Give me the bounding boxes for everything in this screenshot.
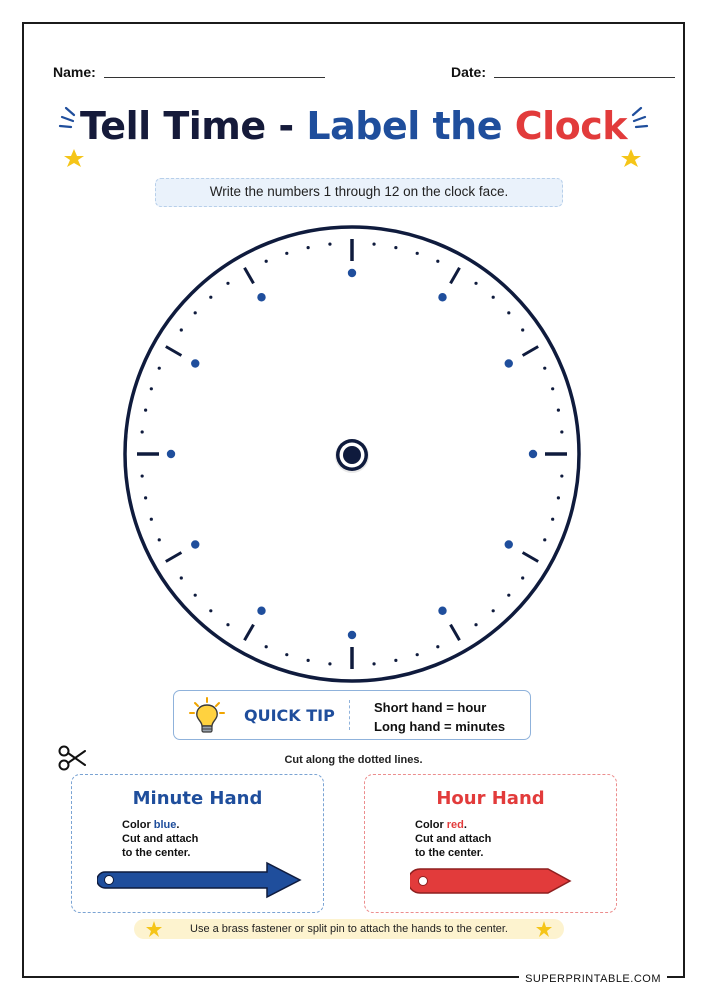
minute-tick [328, 243, 331, 246]
minute-tick [141, 430, 144, 433]
minute-tick [265, 645, 268, 648]
hour-tick [451, 268, 460, 284]
minute-tick [141, 474, 144, 477]
minute-tick [372, 662, 375, 665]
hour-tick [166, 347, 182, 356]
minute-tick [307, 659, 310, 662]
minute-tick [551, 387, 554, 390]
minute-tick [285, 252, 288, 255]
minute-tick [158, 538, 161, 541]
minute-tick [180, 576, 183, 579]
title-part-2: Label the [306, 104, 515, 148]
minute-tick [226, 623, 229, 626]
date-label: Date: [451, 64, 487, 80]
hour-color-suffix: . [463, 819, 467, 831]
lightbulb-icon [187, 696, 227, 736]
minute-tick [521, 328, 524, 331]
minute-tick [543, 367, 546, 370]
minute-tick [474, 623, 477, 626]
minute-tick [394, 659, 397, 662]
brand-watermark: SUPERPRINTABLE.COM [519, 973, 667, 985]
minute-tick [492, 609, 495, 612]
minute-hand-cutout[interactable] [97, 859, 307, 899]
hour-tick [245, 268, 254, 284]
quick-tip-title: QUICK TIP [244, 706, 335, 725]
hour-color-word: red [446, 819, 464, 831]
minute-color-prefix: Color [122, 819, 154, 831]
hour-hand-card[interactable] [364, 774, 617, 913]
hour-hand-cutout[interactable] [410, 863, 580, 903]
hour-line-3: to the center. [415, 847, 484, 859]
hour-position-dot [257, 607, 265, 615]
minute-hand-instructions [122, 818, 198, 860]
name-label: Name: [53, 64, 96, 80]
minute-tick [551, 518, 554, 521]
hour-tick [166, 553, 182, 562]
hour-position-dot [191, 359, 199, 367]
hour-position-dot [505, 540, 513, 548]
hour-position-dot [348, 269, 356, 277]
minute-tick [507, 311, 510, 314]
minute-color-suffix: . [176, 819, 180, 831]
minute-tick [492, 296, 495, 299]
hour-position-dot [438, 293, 446, 301]
quick-tip-divider [349, 700, 350, 730]
minute-tick [144, 496, 147, 499]
cut-note: Cut along the dotted lines. [284, 754, 423, 766]
minute-line-3: to the center. [122, 847, 191, 859]
hour-position-dot [438, 607, 446, 615]
hour-tick [523, 347, 539, 356]
title-part-3: Clock [514, 104, 628, 148]
minute-tick [372, 243, 375, 246]
clock-center-icon [335, 439, 369, 473]
minute-tick [194, 594, 197, 597]
title-part-1: Tell Time - [79, 104, 307, 148]
minute-tick [150, 518, 153, 521]
minute-line-2: Cut and attach [122, 833, 199, 845]
minute-hand-card[interactable] [71, 774, 324, 913]
instruction-banner: Write the numbers 1 through 12 on the clock face. [155, 178, 563, 207]
minute-tick [560, 474, 563, 477]
hour-tick [451, 625, 460, 641]
hour-tick [245, 625, 254, 641]
minute-tick [265, 260, 268, 263]
fastener-note [134, 919, 564, 939]
hour-color-prefix: Color [415, 819, 447, 831]
minute-tick [158, 367, 161, 370]
minute-tick [150, 387, 153, 390]
minute-tick [307, 246, 310, 249]
minute-tick [194, 311, 197, 314]
hour-position-dot [191, 540, 199, 548]
minute-tick [226, 282, 229, 285]
quick-tip-line-1: Short hand = hour [374, 700, 487, 715]
minute-tick [474, 282, 477, 285]
minute-tick [507, 594, 510, 597]
minute-tick [180, 328, 183, 331]
minute-hand-title: Minute Hand [132, 788, 263, 809]
hour-position-dot [348, 631, 356, 639]
minute-tick [416, 653, 419, 656]
minute-tick [436, 260, 439, 263]
minute-tick [521, 576, 524, 579]
minute-tick [394, 246, 397, 249]
minute-tick [436, 645, 439, 648]
minute-tick [543, 538, 546, 541]
minute-tick [209, 296, 212, 299]
minute-tick [560, 430, 563, 433]
minute-tick [557, 409, 560, 412]
hour-position-dot [505, 359, 513, 367]
hour-position-dot [529, 450, 537, 458]
minute-color-word: blue [153, 819, 177, 831]
hour-hand-instructions [415, 818, 491, 860]
minute-tick [209, 609, 212, 612]
minute-tick [557, 496, 560, 499]
fastener-note-text: Use a brass fastener or split pin to attach the hands to the center. [190, 923, 508, 935]
minute-tick [285, 653, 288, 656]
quick-tip-line-2: Long hand = minutes [374, 719, 506, 734]
hour-position-dot [167, 450, 175, 458]
minute-tick [144, 409, 147, 412]
minute-tick [416, 252, 419, 255]
minute-tick [328, 662, 331, 665]
star-footer-right-icon [536, 921, 552, 937]
quick-tip-box [173, 690, 531, 740]
hour-tick [523, 553, 539, 562]
hour-line-2: Cut and attach [415, 833, 492, 845]
hour-hand-title: Hour Hand [436, 788, 545, 809]
hour-position-dot [257, 293, 265, 301]
star-footer-left-icon [146, 921, 162, 937]
